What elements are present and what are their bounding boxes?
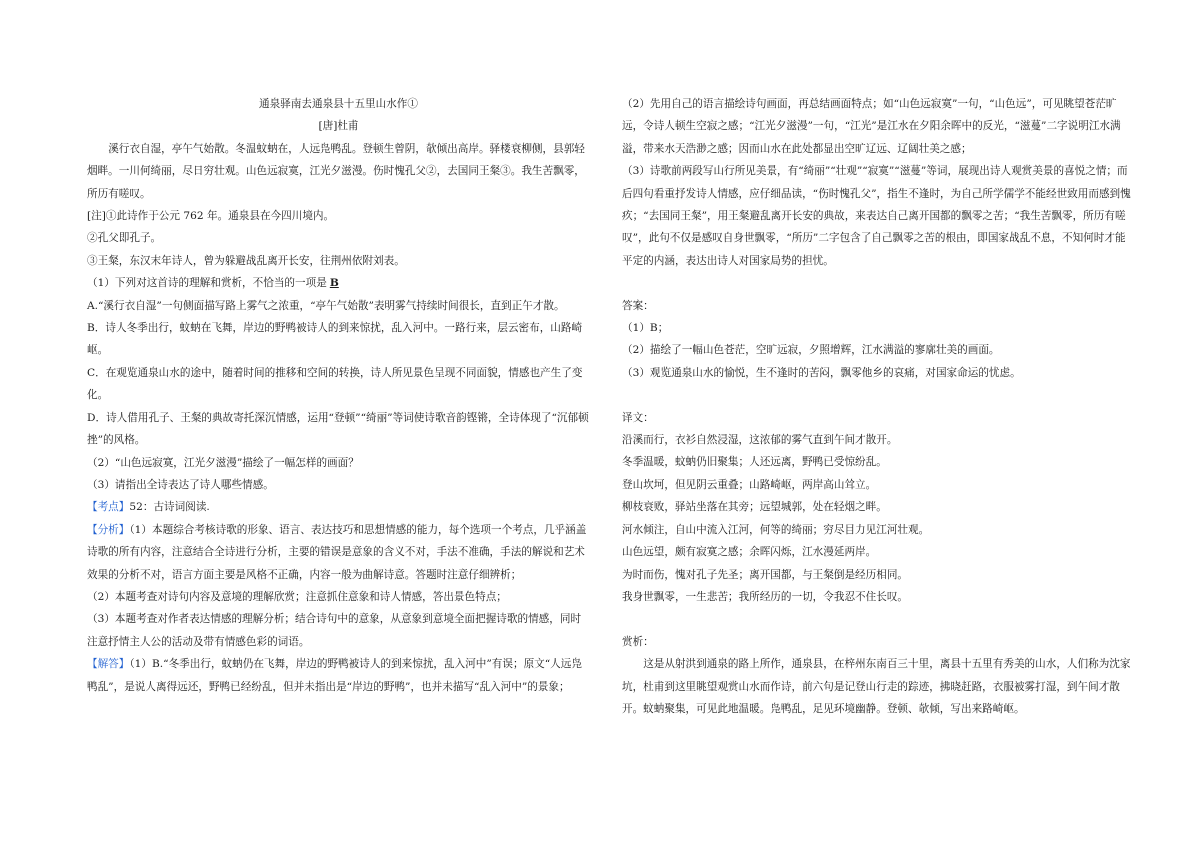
yiwen-line: 我身世飘零，一生悲苦；我所经历的一切，令我忍不住长叹。 [622,590,909,603]
spacer [622,272,1134,294]
jieda-1 [87,653,590,698]
fenxi-1 [87,519,590,586]
shangxi-text: 这是从射洪到通泉的路上所作，通泉县，在梓州东南百三十里，离县十五里有秀美的山水，人们称为沈家坑，杜甫到这里眺望观赏山水而作诗，前六句是记登山行走的踪迹，拂晓赶路，衣服被雾打湿，到午间才散开。蚊蚋聚集，可见此地温暖。凫鸭乱，足见环境幽静。登顿、欹倾，写出来路崎岖。 [622,658,1131,715]
yiwen-line: 沿溪而行，衣衫自然浸湿，这浓郁的雾气直到午间才散开。 [622,434,898,447]
poem-author: [唐]杜甫 [318,120,359,133]
yiwen-line: 柳枝衰败，驿站坐落在其旁；远望城郭，处在轻烟之畔。 [622,501,887,514]
answer-2: （2）描绘了一幅山色苍茫，空旷远寂，夕照增辉，江水满溢的寥廓壮美的画面。 [622,344,1000,357]
yiwen-line: 河水倾注，自山中流入江河，何等的绮丽；穷尽目力见江河壮观。 [622,523,930,536]
yiwen-line: 山色远望，颇有寂寞之感；余晖闪烁，江水漫延两岸。 [622,546,877,559]
spacer [622,608,1134,630]
answer-1: （1）B； [622,322,669,335]
answer-label: 答案： [622,299,654,312]
yiwen-line: 登山坎坷，但见阴云重叠；山路崎岖，两岸高山耸立。 [622,478,877,491]
yiwen-label: 译文： [622,411,654,424]
kaodian-text: 52：古诗词阅读. [129,501,210,514]
question-2: （2）“山色远寂寞，江光夕滋漫”描绘了一幅怎样的画面？ [87,456,359,469]
yiwen-line: 为时而伤，愧对孔子先圣；离开国都，与王粲倒是经历相同。 [622,568,909,581]
shangxi-label: 赏析： [622,635,654,648]
jieda-1-text: （1）B.“冬季出行，蚊蚋仍在飞舞，岸边的野鸭被诗人的到来惊扰，乱入河中”有误；原文“人远凫鸭乱”，是说人离得远还，野鸭已经纷乱，但并未指出是“岸边的野鸭”，也并未描写“乱入河中”的景象； [87,658,582,693]
note-1: [注]①此诗作于公元 762 年。通泉县在今四川境内。 [87,210,335,223]
option-a: A.“溪行衣自湿”一句侧面描写路上雾气之浓重，“亭午气始散”表明雾气持续时间很长，直到正午才散。 [87,299,565,312]
fenxi-3: （3）本题考查对作者表达情感的理解分析；结合诗句中的意象，从意象到意境全面把握诗歌的情感，同时注意抒情主人公的活动及带有情感色彩的词语。 [87,613,582,648]
spacer [622,384,1134,406]
yiwen-line: 冬季温暖，蚊蚋仍旧聚集；人还远离，野鸭已受惊纷乱。 [622,456,887,469]
jieda-3: （3）诗歌前两段写山行所见美景，有“绮丽”“壮观”“寂寞”“滋蔓”等词，展现出诗人观赏美景的喜悦之情；而后四句看重抒发诗人情感，应仔细品读，“伤时愧孔父”，指生不逢时，为自己所学儒学不能经世致用而感到愧疚；“去国同王粲”，用王粲避乱离开长安的典故，来表达自己离开国都的飘零之苦；“我生苦飘零，所历有嗟叹”，此句不仅是感叹自身世飘零，“所历”二字包含了自己飘零之苦的根由，即国家战乱不息，不知何时才能平定的内涵，表达出诗人对国家局势的担忧。 [622,165,1131,267]
note-2: ②孔父即孔子。 [87,232,162,245]
jieda-tag: 【解答】 [87,658,130,671]
note-3: ③王粲，东汉末年诗人，曾为躲避战乱离开长安，往荆州依附刘表。 [87,254,405,267]
answer-3: （3）观览通泉山水的愉悦，生不逢时的苦闷，飘零他乡的哀痛，对国家命运的忧虑。 [622,366,1021,379]
right-column [622,93,1134,720]
option-b: B．诗人冬季出行，蚊蚋在飞舞，岸边的野鸭被诗人的到来惊扰，乱入河中。一路行来，层云密布，山路崎岖。 [87,322,583,357]
fenxi-2: （2）本题考查对诗句内容及意境的理解欣赏；注意抓住意象和诗人情感，答出景色特点； [87,590,507,603]
question-3: （3）请指出全诗表达了诗人哪些情感。 [87,478,274,491]
poem-text: 溪行衣自湿，亭午气始散。冬温蚊蚋在，人远凫鸭乱。登顿生曾阴，欹倾出高岸。驿楼衰柳侧，县郭轻烟畔。一川何绮丽，尽日穷壮观。山色远寂寞，江光夕滋漫。伤时愧孔父②，去国同王粲③。我生苦飘零，所历有嗟叹。 [87,142,585,200]
left-column [87,93,590,698]
option-c: C．在观览通泉山水的途中，随着时间的推移和空间的转换，诗人所见景色呈现不同面貌，情感也产生了变化。 [87,366,583,402]
question-1-text: （1）下列对这首诗的理解和赏析，不恰当的一项是 [87,277,327,290]
fenxi-tag: 【分析】 [87,523,130,536]
jieda-2: （2）先用自己的语言描绘诗句画面，再总结画面特点；如“山色远寂寞”一句，“山色远”，可见眺望苍茫旷远，令诗人顿生空寂之感；“江光夕滋漫”一句，“江光”是江水在夕阳余晖中的反光，“滋蔓”二字说明江水满溢，带来水天浩渺之感；因而山水在此处都显出空旷辽远、辽阔壮美之感； [622,98,1121,155]
fenxi-1-text: （1）本题综合考核诗歌的形象、语言、表达技巧和思想情感的能力，每个选项一个考点，几乎涵盖诗歌的所有内容，注意结合全诗进行分析，主要的错误是意象的含义不对，手法不准确，手法的解说和艺术效果的分析不对，语言方面主要是风格不正确，内容一般为曲解诗意。答题时注意仔细辨析； [87,523,587,581]
kaodian-tag: 【考点】 [87,501,130,514]
question-1-answer: B [329,277,339,290]
question-1 [87,272,590,294]
kaodian [87,496,590,518]
option-d: D．诗人借用孔子、王粲的典故寄托深沉情感，运用“登顿”“绮丽”等词使诗歌音韵铿锵，全诗体现了“沉郁顿挫”的风格。 [87,411,589,447]
poem-title: 通泉驿南去通泉县十五里山水作① [259,98,418,110]
